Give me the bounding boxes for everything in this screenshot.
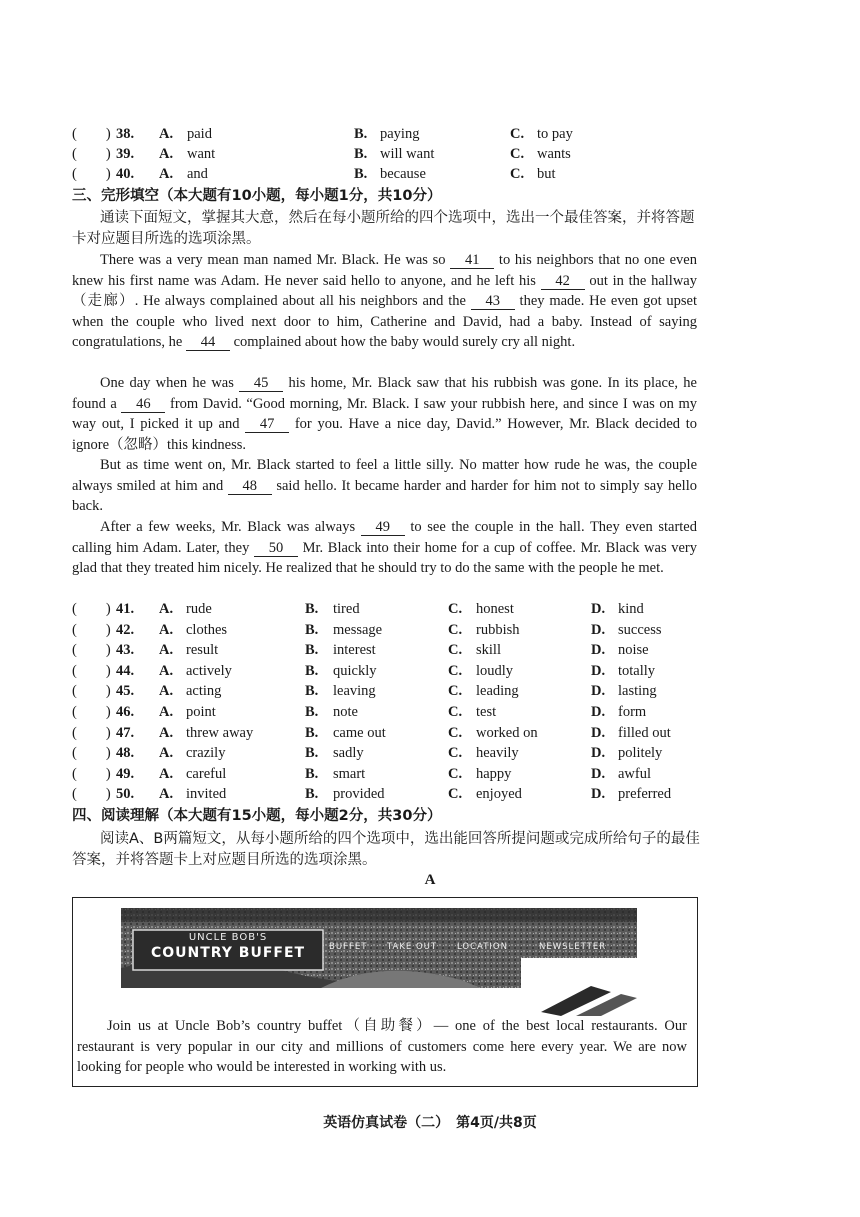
option-b-text: tired xyxy=(333,601,360,617)
option-c-text: loudly xyxy=(476,662,514,679)
question-row xyxy=(72,743,792,763)
option-b-text: interest xyxy=(333,642,376,659)
question-number: 47. xyxy=(116,724,135,741)
option-c-text: wants xyxy=(537,146,571,162)
option-a-text: result xyxy=(186,642,219,659)
option-c-text: heavily xyxy=(476,745,519,762)
question-number: 48. xyxy=(116,745,135,762)
option-b-text: note xyxy=(333,704,358,720)
banner-nav-item: TAKE OUT xyxy=(387,942,438,952)
page-footer: 英语仿真试卷（二） 第4页/共8页 xyxy=(323,1115,537,1131)
option-d-text: lasting xyxy=(618,683,657,700)
question-row xyxy=(72,784,792,804)
option-a-text: rude xyxy=(186,601,212,617)
question-row xyxy=(72,124,792,144)
option-d-text: filled out xyxy=(618,724,671,741)
option-a-text: paid xyxy=(187,126,212,142)
option-b-letter: B. xyxy=(305,642,319,659)
option-a-text: threw away xyxy=(186,724,254,741)
option-d-letter: D. xyxy=(591,745,606,762)
option-c-text: rubbish xyxy=(476,621,520,638)
option-b-text: sadly xyxy=(333,745,364,762)
option-d-text: preferred xyxy=(618,786,672,803)
option-d-text: totally xyxy=(618,662,656,679)
passage-text: for you. Have a nice day, David.” However, Mr. Black decided to ignore（忽略）this kindness. xyxy=(72,416,697,453)
option-a-letter: A. xyxy=(159,126,174,142)
question-row xyxy=(72,681,792,701)
passage-paragraph-3 xyxy=(72,455,697,517)
option-a-letter: A. xyxy=(159,765,174,782)
answer-parenthesis: ( ) xyxy=(72,786,111,803)
cloze-blank: 41 xyxy=(450,252,494,269)
logo-line-1: UNCLE BOB'S xyxy=(188,932,268,943)
option-a-letter: A. xyxy=(159,146,174,162)
cloze-blank: 45 xyxy=(239,375,283,392)
question-number: 45. xyxy=(116,683,135,700)
option-d-letter: D. xyxy=(591,621,606,638)
cloze-blank: 42 xyxy=(541,273,585,290)
option-d-letter: D. xyxy=(591,786,606,803)
passage-text: complained about how the baby would surely cry all night. xyxy=(229,334,576,351)
part-a-title: A xyxy=(424,872,436,888)
option-a-text: want xyxy=(187,146,216,162)
option-c-letter: C. xyxy=(510,126,525,142)
option-d-letter: D. xyxy=(591,642,606,659)
passage-text: from David. “Good morning, Mr. Black. I saw your rubbish here, and since I was on my way out, I picked it up and xyxy=(72,395,698,433)
option-c-letter: C. xyxy=(448,642,463,659)
option-b-text: because xyxy=(380,166,426,182)
banner-nav-item: LOCATION xyxy=(457,942,508,952)
option-c-letter: C. xyxy=(448,683,463,700)
option-b-letter: B. xyxy=(354,146,368,162)
passage-text: to his neighbors that no one even knew his first name was Adam. He never said hello to anyone, and he left his xyxy=(72,252,697,289)
question-row xyxy=(72,640,792,660)
option-b-text: leaving xyxy=(333,683,376,700)
answer-parenthesis: ( ) xyxy=(72,166,111,182)
passage-text: There was a very mean man named Mr. Black. He was so xyxy=(100,252,451,268)
option-a-letter: A. xyxy=(159,166,174,182)
option-b-letter: B. xyxy=(305,601,319,617)
question-row xyxy=(72,599,792,619)
option-b-letter: B. xyxy=(305,724,319,741)
passage-text: his home, Mr. Black saw that his rubbish was gone. In its place, he found a xyxy=(72,375,697,412)
option-c-text: to pay xyxy=(537,126,573,142)
question-number: 39. xyxy=(116,146,135,162)
option-c-text: worked on xyxy=(476,724,538,741)
option-b-text: came out xyxy=(333,724,386,741)
logo-line-2: COUNTRY BUFFET xyxy=(150,945,306,961)
section-4-heading: 四、阅读理解（本大题有15小题，每小题2分，共30分） xyxy=(72,808,442,824)
passage-text: Mr. Black into their home for a cup of coffee. Mr. Black was very glad that they treated him nicely. He realized that he should try to do the same with the people he met. xyxy=(72,539,697,577)
passage-paragraph-1 xyxy=(72,250,697,353)
passage-text: out in the hallway（走廊）. He always complained about all his neighbors and the xyxy=(72,272,697,310)
option-a-letter: A. xyxy=(159,601,174,617)
option-a-text: crazily xyxy=(186,745,226,762)
passage-text: But as time went on, Mr. Black started to feel a little silly. No matter how rude he was, the couple always smiled at him and xyxy=(72,457,697,494)
section-4-instruction: 阅读A、B两篇短文，从每小题所给的四个选项中，选出能回答所提问题或完成所给句子的最佳答案，并将答题卡上对应题目所选的选项涂黑。 xyxy=(72,831,700,868)
option-a-text: actively xyxy=(186,662,232,679)
passage-text: they made. He even got upset when the couple who lived next door to him, Catherine and David, had a baby. Instead of saying congratulations, he xyxy=(72,293,698,351)
option-c-text: enjoyed xyxy=(476,786,522,803)
option-d-letter: D. xyxy=(591,601,606,617)
answer-parenthesis: ( ) xyxy=(72,601,111,617)
option-a-text: acting xyxy=(186,683,222,700)
option-c-text: leading xyxy=(476,683,519,700)
restaurant-banner-image xyxy=(121,908,637,1016)
option-c-letter: C. xyxy=(448,704,463,720)
cloze-blank: 43 xyxy=(471,293,515,310)
answer-parenthesis: ( ) xyxy=(72,704,111,720)
option-a-text: clothes xyxy=(186,621,228,638)
question-number: 46. xyxy=(116,704,135,720)
section-3-instruction: 通读下面短文，掌握其大意，然后在每小题所给的四个选项中，选出一个最佳答案，并将答题卡对应题目所选的选项涂黑。 xyxy=(72,210,695,247)
question-row xyxy=(72,764,792,784)
question-row xyxy=(72,661,792,681)
cloze-blank: 49 xyxy=(361,519,405,536)
option-c-letter: C. xyxy=(448,662,463,679)
option-c-text: but xyxy=(537,166,556,182)
option-b-text: message xyxy=(333,621,383,638)
option-d-text: success xyxy=(618,621,662,638)
option-b-letter: B. xyxy=(305,704,319,720)
option-d-letter: D. xyxy=(591,704,606,720)
answer-parenthesis: ( ) xyxy=(72,765,111,782)
option-c-text: honest xyxy=(476,601,514,617)
passage-text: to see the couple in the hall. They even started calling him Adam. Later, they xyxy=(72,519,697,556)
option-a-letter: A. xyxy=(159,642,174,659)
question-row xyxy=(72,164,792,184)
question-row xyxy=(72,620,792,640)
answer-parenthesis: ( ) xyxy=(72,642,111,659)
option-d-text: form xyxy=(618,704,647,720)
option-b-letter: B. xyxy=(305,683,319,700)
option-a-letter: A. xyxy=(159,745,174,762)
question-row xyxy=(72,144,792,164)
option-b-letter: B. xyxy=(305,786,319,803)
option-b-letter: B. xyxy=(305,621,319,638)
option-d-text: awful xyxy=(618,765,652,782)
question-row xyxy=(72,702,792,722)
option-b-letter: B. xyxy=(354,126,368,142)
question-number: 50. xyxy=(116,786,135,803)
option-c-letter: C. xyxy=(510,146,525,162)
option-d-letter: D. xyxy=(591,765,606,782)
cloze-blank: 46 xyxy=(121,396,165,413)
banner-photo-graphic xyxy=(121,908,637,1016)
answer-parenthesis: ( ) xyxy=(72,126,111,142)
option-a-text: point xyxy=(186,704,216,720)
option-b-text: will want xyxy=(380,146,435,162)
option-a-letter: A. xyxy=(159,662,174,679)
banner-nav-item: BUFFET xyxy=(329,942,368,952)
cloze-blank: 47 xyxy=(245,416,289,433)
question-number: 40. xyxy=(116,166,135,182)
option-d-text: politely xyxy=(618,745,663,762)
option-d-letter: D. xyxy=(591,662,606,679)
option-c-letter: C. xyxy=(448,765,463,782)
answer-parenthesis: ( ) xyxy=(72,621,111,638)
answer-parenthesis: ( ) xyxy=(72,745,111,762)
passage-text: After a few weeks, Mr. Black was always xyxy=(100,519,361,535)
passage-text: One day when he was xyxy=(100,375,240,391)
answer-parenthesis: ( ) xyxy=(72,146,111,162)
option-a-letter: A. xyxy=(159,704,174,720)
option-c-letter: C. xyxy=(448,601,463,617)
question-number: 44. xyxy=(116,662,135,679)
passage-text: said hello. It became harder and harder for him not to simply say hello back. xyxy=(72,477,697,515)
option-d-letter: D. xyxy=(591,724,606,741)
option-b-text: paying xyxy=(380,126,420,142)
option-b-letter: B. xyxy=(305,745,319,762)
option-c-text: skill xyxy=(476,642,501,659)
option-b-letter: B. xyxy=(354,166,368,182)
advertisement-box xyxy=(72,897,698,1087)
option-a-letter: A. xyxy=(159,724,174,741)
option-c-letter: C. xyxy=(448,745,463,762)
option-d-letter: D. xyxy=(591,683,606,700)
question-number: 49. xyxy=(116,765,135,782)
option-c-letter: C. xyxy=(448,621,463,638)
question-number: 41. xyxy=(116,601,135,617)
option-c-text: happy xyxy=(476,765,512,782)
question-number: 42. xyxy=(116,621,135,638)
option-a-letter: A. xyxy=(159,621,174,638)
question-row xyxy=(72,723,792,743)
cloze-blank: 48 xyxy=(228,478,272,495)
section-3-heading: 三、完形填空（本大题有10小题，每小题1分，共10分） xyxy=(72,188,442,204)
option-c-letter: C. xyxy=(510,166,525,182)
answer-parenthesis: ( ) xyxy=(72,662,111,679)
option-b-text: provided xyxy=(333,786,385,803)
banner-nav xyxy=(329,942,629,956)
cloze-blank: 50 xyxy=(254,540,298,557)
option-a-text: careful xyxy=(186,765,227,782)
question-number: 38. xyxy=(116,126,135,142)
option-a-letter: A. xyxy=(159,683,174,700)
cloze-blank: 44 xyxy=(186,334,230,351)
option-a-letter: A. xyxy=(159,786,174,803)
option-b-text: smart xyxy=(333,765,366,782)
option-c-letter: C. xyxy=(448,786,463,803)
option-d-text: kind xyxy=(618,601,644,617)
passage-paragraph-2 xyxy=(72,373,697,455)
option-c-letter: C. xyxy=(448,724,463,741)
answer-parenthesis: ( ) xyxy=(72,724,111,741)
option-b-letter: B. xyxy=(305,662,319,679)
option-a-text: and xyxy=(187,166,208,182)
option-d-text: noise xyxy=(618,642,649,659)
passage-paragraph-4 xyxy=(72,517,697,579)
option-b-text: quickly xyxy=(333,662,377,679)
ad-description: Join us at Uncle Bob’s country buffet（自助餐）— one of the best local restaurants. Our restaurant is very popular in our city and millions of customers come here every year. We are now looking for people who would be interested in working with us. xyxy=(77,1018,687,1076)
option-a-text: invited xyxy=(186,786,227,803)
answer-parenthesis: ( ) xyxy=(72,683,111,700)
option-b-letter: B. xyxy=(305,765,319,782)
option-c-text: test xyxy=(476,704,497,720)
question-number: 43. xyxy=(116,642,135,659)
banner-nav-item: NEWSLETTER xyxy=(539,942,607,952)
